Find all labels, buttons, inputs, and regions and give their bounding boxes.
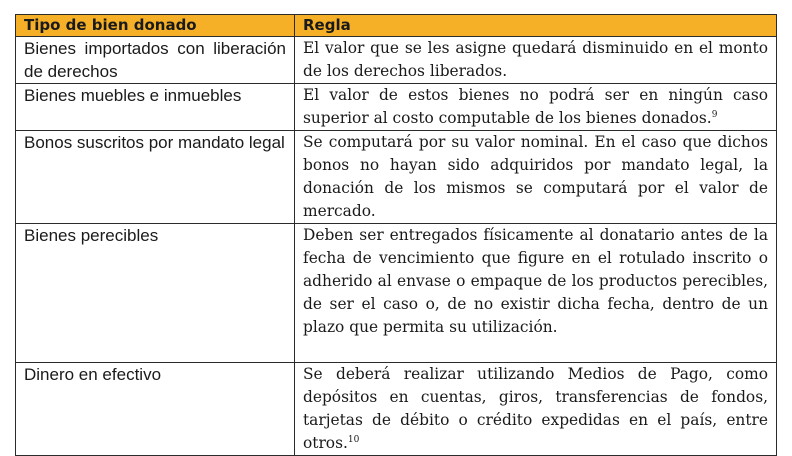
- regla-cell: [295, 37, 777, 84]
- tipo-cell: Dinero en efectivo: [16, 363, 295, 456]
- regla-text: El valor de estos bienes no podrá ser en ningún caso superior al costo computable de los bienes donados.: [303, 86, 768, 127]
- regla-text: Deben ser entregados físicamente al donatario antes de la fecha de vencimiento que figure en el rotulado inscrito o adherido al envase o empaque de los productos perecibles, de ser el caso o, de no existir dicha fecha, dentro de un plazo que permita su utilización.: [303, 226, 768, 336]
- regla-cell: [295, 131, 777, 224]
- table-row: [16, 131, 777, 224]
- header-regla: Regla: [295, 15, 777, 37]
- table-row: [16, 224, 777, 363]
- tipo-cell: Bienes importados con liberación de derechos: [16, 37, 295, 84]
- regla-cell: [295, 363, 777, 456]
- regla-text: Se computará por su valor nominal. En el caso que dichos bonos no hayan sido adquiridos por mandato legal, la donación de los mismos se computará por el valor de mercado.: [303, 133, 768, 220]
- header-tipo: Tipo de bien donado: [16, 15, 295, 37]
- footnote-marker: 10: [347, 434, 360, 445]
- table-header-row: [16, 15, 777, 37]
- footnote-marker: 9: [711, 109, 718, 120]
- donation-rules-table: [15, 14, 777, 456]
- tipo-cell: Bienes muebles e inmuebles: [16, 84, 295, 131]
- tipo-cell: Bonos suscritos por mandato legal: [16, 131, 295, 224]
- table-row: [16, 363, 777, 456]
- regla-cell: [295, 84, 777, 131]
- regla-text: Se deberá realizar utilizando Medios de Pago, como depósitos en cuentas, giros, transferencias de fondos, tarjetas de débito o crédito expedidas en el país, entre otros.: [303, 365, 768, 452]
- regla-text: El valor que se les asigne quedará disminuido en el monto de los derechos liberados.: [303, 39, 768, 80]
- table-row: [16, 37, 777, 84]
- tipo-cell: Bienes perecibles: [16, 224, 295, 363]
- regla-cell: [295, 224, 777, 363]
- table-row: [16, 84, 777, 131]
